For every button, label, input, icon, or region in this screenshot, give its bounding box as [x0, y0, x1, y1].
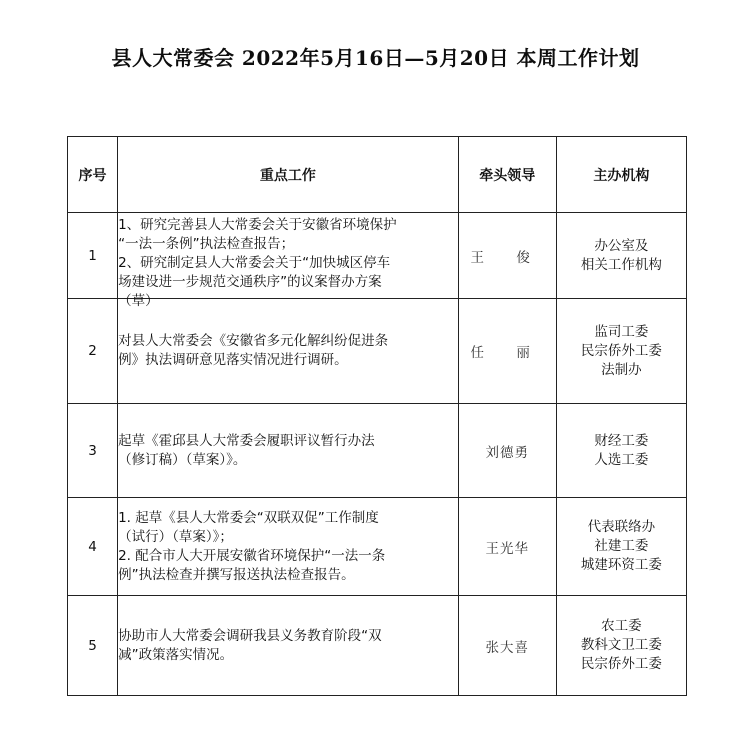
row-leader: 刘德勇 [458, 404, 556, 498]
work-line: 2、研究制定县人大常委会关于“加快城区停车 [118, 255, 391, 271]
row-work [118, 498, 459, 596]
org-line: 相关工作机构 [580, 256, 662, 273]
org-line: 农工委 [601, 618, 642, 634]
work-line: 1. 起草《县人大常委会“双联双促”工作制度 [118, 509, 379, 526]
work-line: （修订稿）（草案）》。 [118, 451, 247, 468]
table-header-row [68, 137, 687, 213]
header-org: 主办机构 [556, 137, 686, 213]
row-org [556, 404, 686, 498]
row-org [556, 498, 686, 596]
org-line: 教科文卫工委 [580, 637, 662, 653]
row-work [118, 299, 459, 404]
header-no: 序号 [68, 137, 118, 213]
work-line: 对县人大常委会《安徽省多元化解纠纷促进条 [118, 333, 389, 349]
row-work [118, 404, 459, 498]
work-line: 减”政策落实情况。 [118, 646, 234, 663]
row-leader: 王 俊 [458, 213, 556, 299]
org-line: 代表联络办 [587, 519, 656, 535]
table-row [68, 596, 687, 696]
row-number: 1 [68, 213, 118, 299]
org-line: 城建环资工委 [580, 557, 662, 573]
work-line: 场建设进一步规范交通秩序”的议案督办方案 [118, 274, 382, 290]
header-work: 重点工作 [118, 137, 459, 213]
table-row [68, 213, 687, 299]
org-line: 财经工委 [594, 432, 649, 449]
row-org [556, 213, 686, 299]
work-line: （试行）（草案）》； [118, 528, 233, 545]
table-row [68, 498, 687, 596]
work-line: 协助市人大常委会调研我县义务教育阶段“双 [118, 627, 382, 644]
table-row [68, 299, 687, 404]
row-org [556, 299, 686, 404]
org-line: 社建工委 [594, 538, 649, 554]
header-leader: 牵头领导 [458, 137, 556, 213]
org-line: 民宗侨外工委 [580, 656, 662, 672]
org-line: 民宗侨外工委 [580, 342, 662, 359]
row-leader: 王光华 [458, 498, 556, 596]
work-plan-table [67, 136, 687, 696]
work-line: 例”执法检查并撰写报送执法检查报告。 [118, 566, 355, 583]
row-number: 5 [68, 596, 118, 696]
work-line: 1、研究完善县人大常委会关于安徽省环境保护 [118, 217, 397, 233]
row-number: 4 [68, 498, 118, 596]
row-leader: 张大喜 [458, 596, 556, 696]
row-work [118, 596, 459, 696]
table-row [68, 404, 687, 498]
row-number: 2 [68, 299, 118, 404]
page-title: 县人大常委会 2022年5月16日—5月20日 本周工作计划 [111, 46, 640, 70]
org-line: 法制办 [601, 361, 642, 378]
row-work [118, 213, 459, 309]
work-line: “一法一条例”执法检查报告； [118, 236, 295, 252]
org-line: 办公室及 [594, 237, 649, 254]
org-line: 监司工委 [594, 323, 649, 340]
work-line: 例》执法调研意见落实情况进行调研。 [118, 352, 348, 368]
work-line: 2. 配合市人大开展安徽省环境保护“一法一条 [118, 547, 386, 564]
row-leader: 任 丽 [458, 299, 556, 404]
work-line: 起草《霍邱县人大常委会履职评议暂行办法 [118, 432, 375, 449]
work-line: （草） [118, 293, 159, 309]
row-number: 3 [68, 404, 118, 498]
row-org [556, 596, 686, 696]
org-line: 人选工委 [594, 451, 649, 468]
